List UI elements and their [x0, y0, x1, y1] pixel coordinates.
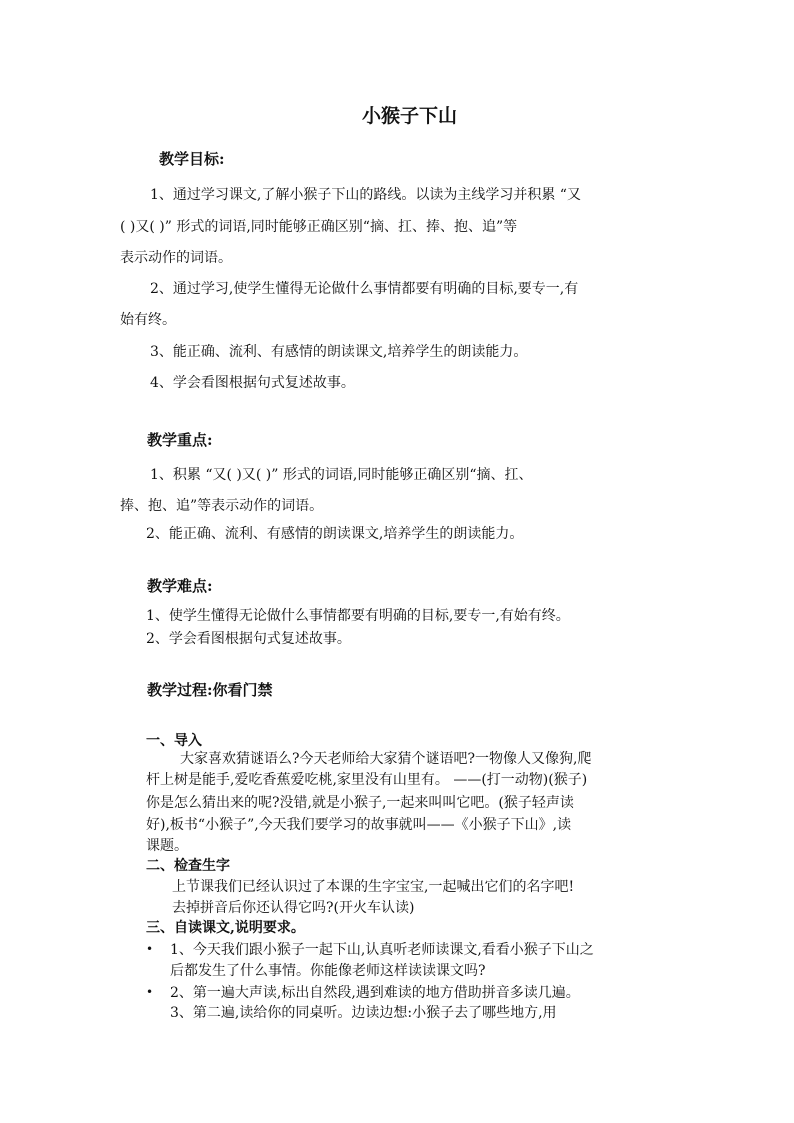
- difficulty-line: 1、使学生懂得无论做什么事情都要有明确的目标,要专一,有始有终。: [146, 608, 570, 624]
- intro-line: 大家喜欢猜谜语么?今天老师给大家猜个谜语吧?一物像人又像狗,爬: [180, 751, 592, 767]
- objective-line: 4、学会看图根据句式复述故事。: [150, 375, 355, 391]
- section-heading-self-reading: 三、自读课文,说明要求。: [146, 920, 305, 936]
- section-heading-intro: 一、导入: [146, 733, 202, 749]
- key-point-line: 捧、抱、追”等表示动作的词语。: [120, 498, 324, 514]
- intro-line: 杆上树是能手,爱吃香蕉爱吃桃,家里没有山里有。 ——(打一动物)(猴子): [146, 772, 588, 788]
- objective-line: 2、通过学习,使学生懂得无论做什么事情都要有明确的目标,要专一,有: [150, 281, 579, 297]
- intro-line: 好),板书“小猴子”,今天我们要学习的故事就叫——《小猴子下山》,读: [146, 817, 572, 833]
- bullet-marker: •: [146, 942, 154, 956]
- objective-line: ( )又( )” 形式的词语,同时能够正确区别“摘、扛、捧、抱、追”等: [120, 219, 518, 235]
- self-reading-line: 2、第一遍大声读,标出自然段,遇到难读的地方借助拼音多读几遍。: [170, 985, 580, 1001]
- bullet-marker: •: [146, 985, 154, 999]
- difficulties-heading: 教学难点:: [147, 577, 213, 595]
- objective-line: 表示动作的词语。: [120, 250, 232, 266]
- self-reading-line: 3、第二遍,读给你的同桌听。边读边想:小猴子去了哪些地方,用: [170, 1005, 557, 1021]
- self-reading-line: 1、今天我们跟小猴子一起下山,认真听老师读课文,看看小猴子下山之: [170, 942, 594, 958]
- intro-line: 课题。: [146, 838, 188, 854]
- objective-line: 1、通过学习课文,了解小猴子下山的路线。以读为主线学习并积累 “又: [150, 187, 581, 203]
- key-points-heading: 教学重点:: [147, 431, 213, 449]
- objectives-heading: 教学目标:: [159, 150, 225, 168]
- difficulty-line: 2、学会看图根据句式复述故事。: [146, 631, 351, 647]
- self-reading-line: 后都发生了什么事情。你能像老师这样读读课文吗?: [170, 963, 486, 979]
- section-heading-check-characters: 二、检查生字: [146, 858, 230, 874]
- check-line: 去掉拼音后你还认得它吗?(开火车认读): [172, 900, 415, 916]
- objective-line: 始有终。: [120, 312, 176, 328]
- key-point-line: 1、积累 “又( )又( )” 形式的词语,同时能够正确区别“摘、扛、: [150, 467, 533, 483]
- key-point-line: 2、能正确、流利、有感情的朗读课文,培养学生的朗读能力。: [146, 526, 524, 542]
- document-title: 小猴子下山: [362, 105, 458, 127]
- process-heading: 教学过程:你看门禁: [147, 681, 273, 699]
- check-line: 上节课我们已经认识过了本课的生字宝宝,一起喊出它们的名字吧!: [172, 879, 575, 895]
- objective-line: 3、能正确、流利、有感情的朗读课文,培养学生的朗读能力。: [150, 344, 528, 360]
- intro-line: 你是怎么猜出来的呢?没错,就是小猴子,一起来叫叫它吧。(猴子轻声读: [146, 795, 574, 811]
